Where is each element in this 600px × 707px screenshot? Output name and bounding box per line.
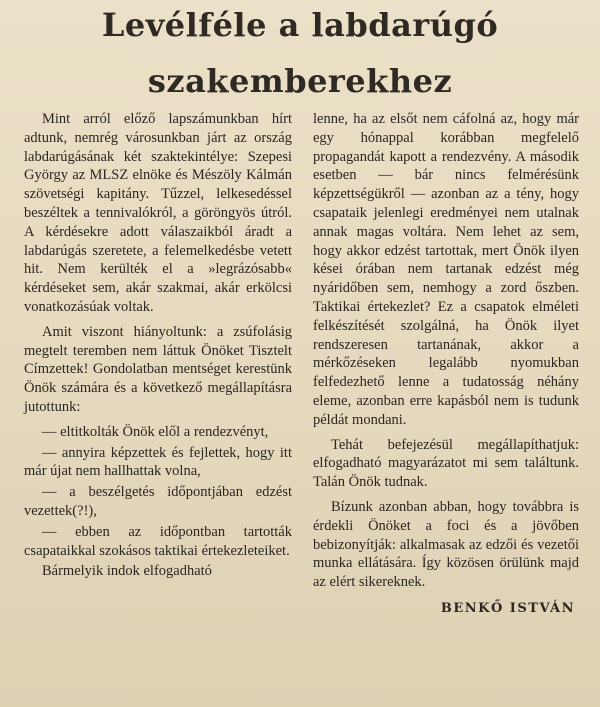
author-signature: BENKŐ ISTVÁN bbox=[440, 600, 575, 616]
headline-line-2: szakemberekhez bbox=[147, 62, 453, 100]
paragraph-missing: Amit viszont hiányoltunk: a zsúfolásig megtelt teremben nem láttuk Önöket Tisztelt Címzettek! Gondolatban mentséget kerestünk Önök számára és a következő megállapításra jutottunk: bbox=[24, 323, 292, 415]
paragraph-continuation-start: Bármelyik indok elfogadható bbox=[42, 563, 212, 580]
list-item-reason-1: — eltitkolták Önök elől a rendezvényt, bbox=[42, 423, 269, 440]
list-item-reason-2: — annyira képzettek és fejlettek, hogy itt már újat nem hallhattak volna, bbox=[24, 444, 292, 480]
paragraph-conclusion: Tehát befejezésül megállapíthatjuk: elfogadható magyarázatot mi sem találtunk. Talán Önök tudnak. bbox=[313, 436, 579, 491]
list-item-reason-4: — ebben az időpontban tartották csapataikkal szokásos taktikai értekezleteiket. bbox=[24, 523, 292, 559]
headline-line-1: Levélféle a labdarúgó bbox=[101, 6, 499, 44]
article-column-right bbox=[313, 110, 579, 619]
article-column-left bbox=[24, 110, 292, 587]
paragraph-continuation: lenne, ha az elsőt nem cáfolná az, hogy már egy hónappal korábban megfelelő propagandát kapott a rendezvény. A második esetben — bár nincs felmérésünk képzettségükről — azonban az a tény, hogy csapataik jelenlegi eredményei nem utalnak annak magas voltára. Nem lehet az sem, hogy akkor edzést tartottak, mert Önök ilyen kései órában nem tartanak edzést még nyáridőben sem, nemhogy a zord őszben. Taktikai értekezlet? Ez a csapatok elméleti felkészítését szolgálná, ha Önök ilyet rendszeresen tartanának, akkor a mérkőzéseken legalább nyomukban felfedezhető lenne a tudatosság néhány eleme, azonban erre kapásból nem is tudunk példát mondani. bbox=[313, 111, 579, 428]
paragraph-intro: Mint arról előző lapszámunkban hírt adtunk, nemrég városunkban járt az ország labdarúgásának két szaktekintélye: Szepesi György az MLSZ elnöke és Mészöly Kálmán szövetségi kapitány. Tűzzel, lelkesedéssel beszéltek a tennivalókról, a göröngyös útról. A kérdésekre adott válaszaikból áradt a labdarúgás szeretete, a felemelkedésbe vetett hit. Nem kerülték el a »legrázósabb« kérdéseket sem, akár szakmai, akár erkölcsi vonatkozásúak voltak. bbox=[24, 111, 292, 315]
list-item-reason-3: — a beszélgetés időpontjában edzést vezettek(?!), bbox=[24, 484, 292, 519]
paragraph-closing: Bízunk azonban abban, hogy továbbra is érdekli Önöket a foci és a jövőben bebizonyítják: alkalmasak az edzői és vezetői munka ellátására. Így közösen örülünk majd az elért sikereknek. bbox=[313, 498, 579, 591]
